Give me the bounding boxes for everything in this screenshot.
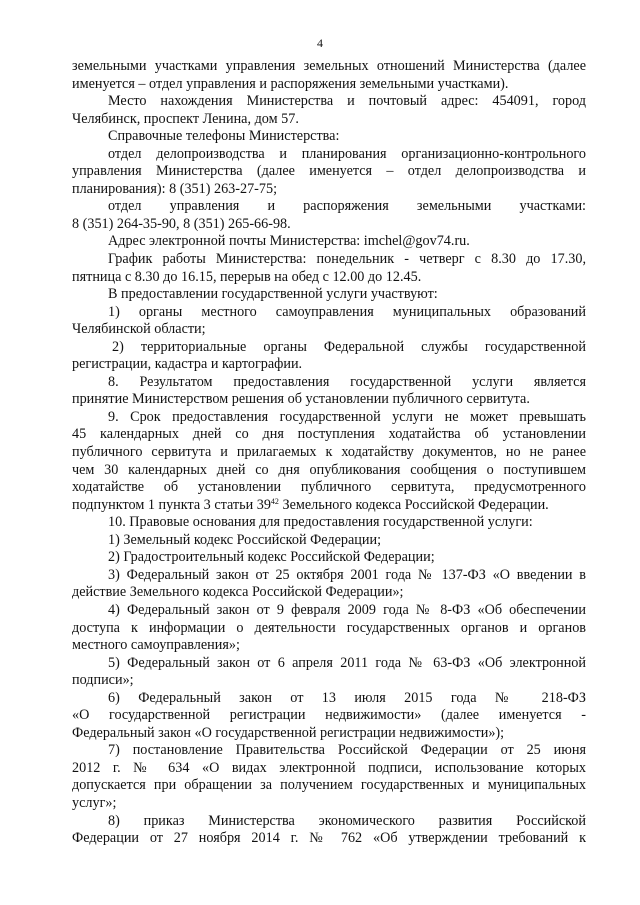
- text-line: допускается при обращении за получением государственных и муниципальных: [72, 777, 586, 794]
- text-line: пятница с 8.30 до 16.15, перерыв на обед с 12.00 до 12.45.: [72, 268, 422, 285]
- text-line: Челябинской области;: [72, 321, 206, 338]
- text-line: именуется – отдел управления и распоряжения земельными участками).: [72, 75, 509, 92]
- text-line: 4) Федеральный закон от 9 февраля 2009 года № 8-ФЗ «Об обеспечении: [108, 601, 586, 618]
- text-line: земельными участками управления земельных отношений Министерства (далее: [72, 58, 586, 74]
- text-line: 9. Срок предоставления государственной услуги не может превышать: [108, 408, 586, 425]
- text-line: чем 30 календарных дней со дня опубликования сообщения о поступившем: [72, 461, 586, 478]
- text-line: регистрации, кадастра и картографии.: [72, 356, 303, 373]
- page-number: 4: [317, 36, 323, 50]
- text-line: местного самоуправления»;: [72, 637, 240, 654]
- text-line: Челябинск, проспект Ленина, дом 57.: [72, 110, 299, 127]
- text-line: График работы Министерства: понедельник - четверг с 8.30 до 17.30,: [108, 251, 586, 268]
- text-line: [72, 497, 586, 515]
- text-line: принятие Министерством решения об установлении публичного сервитута.: [72, 391, 530, 408]
- text-line: Справочные телефоны Министерства:: [108, 128, 340, 145]
- text-line: 5) Федеральный закон от 6 апреля 2011 года № 63-ФЗ «Об электронной: [108, 654, 586, 671]
- text-line: 8 (351) 264-35-90, 8 (351) 265-66-98.: [72, 215, 291, 232]
- text-line: услуг»;: [72, 794, 117, 811]
- text-line: 6) Федеральный закон от 13 июля 2015 года № 218-ФЗ: [108, 689, 586, 706]
- text-line: Адрес электронной почты Министерства: imchel@gov74.ru.: [108, 233, 470, 250]
- text-line: действие Земельного кодекса Российской Федерации»;: [72, 584, 404, 601]
- text-line: управления Министерства (далее именуется – отдел делопроизводства и: [72, 163, 586, 180]
- text-line: Федерации от 27 ноября 2014 г. № 762 «Об утверждении требований к: [72, 830, 586, 847]
- text-line: 2) Градостроительный кодекс Российской Федерации;: [108, 549, 435, 566]
- text-line-part: Земельного кодекса Российской Федерации.: [278, 496, 549, 513]
- text-line-part: подпунктом 1 пункта 3 статьи 39: [72, 496, 271, 513]
- text-line: 8. Результатом предоставления государственной услуги является: [108, 373, 586, 390]
- text-line: 1) Земельный кодекс Российской Федерации;: [108, 531, 382, 548]
- text-line: 2012 г. № 634 «О видах электронной подписи, использование которых: [72, 759, 586, 776]
- text-line: В предоставлении государственной услуги участвуют:: [108, 286, 438, 303]
- text-line: 8) приказ Министерства экономического развития Российской: [108, 812, 586, 829]
- text-line: ходатайстве об установлении публичного сервитута, предусмотренного: [72, 479, 586, 496]
- text-line: 3) Федеральный закон от 25 октября 2001 года № 137-ФЗ «О введении в: [108, 566, 586, 583]
- text-line: 10. Правовые основания для предоставления государственной услуги:: [108, 514, 533, 531]
- superscript: 42: [270, 496, 279, 506]
- text-line: 45 календарных дней со дня поступления ходатайства об установлении: [72, 426, 586, 443]
- text-line: 7) постановление Правительства Российской Федерации от 25 июня: [108, 742, 586, 759]
- text-line: планирования): 8 (351) 263-27-75;: [72, 180, 278, 197]
- text-line: 2) территориальные органы Федеральной службы государственной: [112, 338, 586, 355]
- text-line: подписи»;: [72, 672, 134, 689]
- document-body: [72, 58, 586, 848]
- text-line: «О государственной регистрации недвижимости» (далее именуется -: [72, 707, 586, 724]
- text-line: публичного сервитута и прилагаемых к ходатайству документов, но не ранее: [72, 444, 586, 461]
- text-line: доступа к информации о деятельности государственных органов и органов: [72, 619, 586, 636]
- text-line: 1) органы местного самоуправления муниципальных образований: [108, 303, 586, 320]
- text-line: Федеральный закон «О государственной регистрации недвижимости»);: [72, 724, 505, 741]
- text-line: отдел управления и распоряжения земельными участками:: [108, 198, 586, 215]
- text-line: отдел делопроизводства и планирования организационно-контрольного: [108, 145, 586, 162]
- text-line: Место нахождения Министерства и почтовый адрес: 454091, город: [108, 93, 586, 110]
